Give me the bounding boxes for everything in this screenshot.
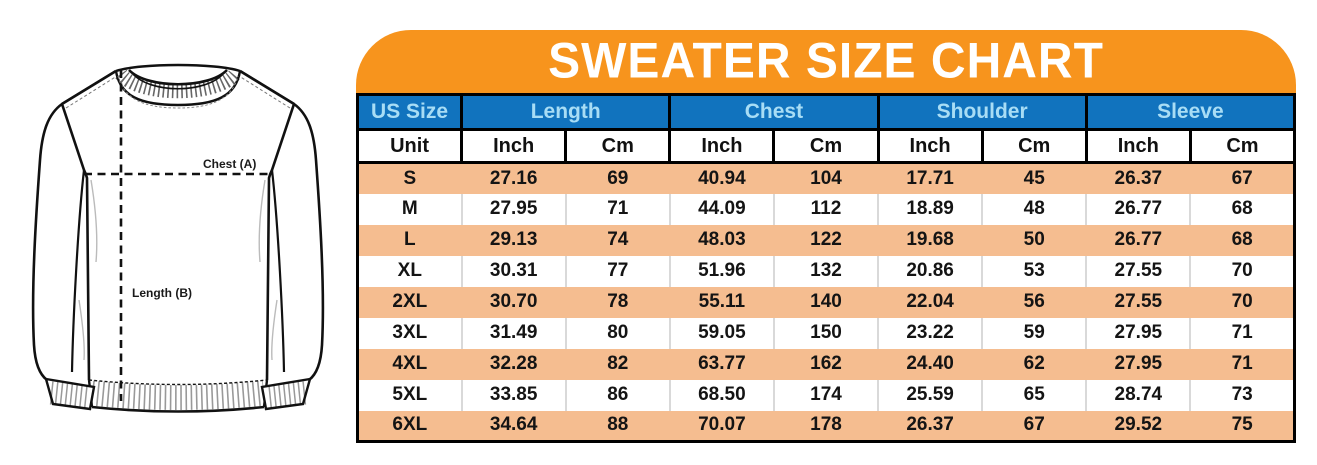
value-cell: 44.09 (670, 194, 774, 225)
unit-cell: Unit (358, 130, 462, 163)
size-cell: 6XL (358, 411, 462, 442)
value-cell: 62 (982, 349, 1086, 380)
unit-cell: Cm (982, 130, 1086, 163)
value-cell: 27.95 (462, 194, 566, 225)
value-cell: 34.64 (462, 411, 566, 442)
size-table-head (358, 95, 1295, 163)
unit-cell: Inch (670, 130, 774, 163)
value-cell: 67 (982, 411, 1086, 442)
unit-header-row (358, 130, 1295, 163)
size-cell: S (358, 163, 462, 194)
value-cell: 70.07 (670, 411, 774, 442)
value-cell: 67 (1190, 163, 1294, 194)
value-cell: 55.11 (670, 287, 774, 318)
table-row-4xl (358, 349, 1295, 380)
value-cell: 18.89 (878, 194, 982, 225)
value-cell: 178 (774, 411, 878, 442)
value-cell: 22.04 (878, 287, 982, 318)
unit-cell: Cm (774, 130, 878, 163)
value-cell: 77 (566, 256, 670, 287)
value-cell: 75 (1190, 411, 1294, 442)
value-cell: 65 (982, 380, 1086, 411)
value-cell: 25.59 (878, 380, 982, 411)
unit-cell: Inch (878, 130, 982, 163)
value-cell: 26.77 (1086, 225, 1190, 256)
column-group-chest: Chest (670, 95, 878, 130)
value-cell: 86 (566, 380, 670, 411)
unit-cell: Cm (566, 130, 670, 163)
table-row-l (358, 225, 1295, 256)
table-row-2xl (358, 287, 1295, 318)
value-cell: 23.22 (878, 318, 982, 349)
value-cell: 27.55 (1086, 256, 1190, 287)
size-table (356, 93, 1296, 443)
value-cell: 73 (1190, 380, 1294, 411)
value-cell: 80 (566, 318, 670, 349)
column-group-shoulder: Shoulder (878, 95, 1086, 130)
value-cell: 20.86 (878, 256, 982, 287)
value-cell: 71 (566, 194, 670, 225)
value-cell: 27.95 (1086, 318, 1190, 349)
value-cell: 19.68 (878, 225, 982, 256)
table-row-m (358, 194, 1295, 225)
value-cell: 112 (774, 194, 878, 225)
value-cell: 27.55 (1086, 287, 1190, 318)
value-cell: 59.05 (670, 318, 774, 349)
column-group-us-size: US Size (358, 95, 462, 130)
value-cell: 29.13 (462, 225, 566, 256)
size-cell: 2XL (358, 287, 462, 318)
column-group-sleeve: Sleeve (1086, 95, 1294, 130)
value-cell: 78 (566, 287, 670, 318)
value-cell: 59 (982, 318, 1086, 349)
length-label: Length (B) (132, 286, 192, 300)
sweater-diagram (0, 0, 356, 465)
value-cell: 31.49 (462, 318, 566, 349)
size-cell: L (358, 225, 462, 256)
value-cell: 162 (774, 349, 878, 380)
value-cell: 63.77 (670, 349, 774, 380)
value-cell: 53 (982, 256, 1086, 287)
table-row-s (358, 163, 1295, 194)
value-cell: 24.40 (878, 349, 982, 380)
value-cell: 74 (566, 225, 670, 256)
value-cell: 174 (774, 380, 878, 411)
table-row-6xl (358, 411, 1295, 442)
value-cell: 122 (774, 225, 878, 256)
size-cell: M (358, 194, 462, 225)
value-cell: 69 (566, 163, 670, 194)
table-row-xl (358, 256, 1295, 287)
table-row-5xl (358, 380, 1295, 411)
size-cell: XL (358, 256, 462, 287)
value-cell: 51.96 (670, 256, 774, 287)
value-cell: 70 (1190, 287, 1294, 318)
value-cell: 30.31 (462, 256, 566, 287)
column-group-length: Length (462, 95, 670, 130)
value-cell: 32.28 (462, 349, 566, 380)
size-cell: 4XL (358, 349, 462, 380)
value-cell: 26.37 (1086, 163, 1190, 194)
value-cell: 150 (774, 318, 878, 349)
value-cell: 29.52 (1086, 411, 1190, 442)
sweater-illustration-svg (0, 0, 356, 465)
value-cell: 17.71 (878, 163, 982, 194)
table-row-3xl (358, 318, 1295, 349)
unit-cell: Cm (1190, 130, 1294, 163)
page-title: SWEATER SIZE CHART (548, 33, 1104, 89)
value-cell: 71 (1190, 318, 1294, 349)
value-cell: 40.94 (670, 163, 774, 194)
value-cell: 132 (774, 256, 878, 287)
value-cell: 68 (1190, 225, 1294, 256)
value-cell: 26.77 (1086, 194, 1190, 225)
size-cell: 5XL (358, 380, 462, 411)
column-group-row (358, 95, 1295, 130)
value-cell: 48 (982, 194, 1086, 225)
size-chart-panel (356, 30, 1296, 443)
value-cell: 33.85 (462, 380, 566, 411)
unit-cell: Inch (462, 130, 566, 163)
value-cell: 45 (982, 163, 1086, 194)
value-cell: 30.70 (462, 287, 566, 318)
size-table-body (358, 163, 1295, 442)
value-cell: 50 (982, 225, 1086, 256)
value-cell: 68 (1190, 194, 1294, 225)
value-cell: 104 (774, 163, 878, 194)
value-cell: 140 (774, 287, 878, 318)
value-cell: 56 (982, 287, 1086, 318)
size-cell: 3XL (358, 318, 462, 349)
value-cell: 26.37 (878, 411, 982, 442)
value-cell: 48.03 (670, 225, 774, 256)
value-cell: 28.74 (1086, 380, 1190, 411)
value-cell: 68.50 (670, 380, 774, 411)
value-cell: 82 (566, 349, 670, 380)
value-cell: 27.16 (462, 163, 566, 194)
value-cell: 71 (1190, 349, 1294, 380)
value-cell: 27.95 (1086, 349, 1190, 380)
title-banner (356, 30, 1296, 93)
value-cell: 70 (1190, 256, 1294, 287)
value-cell: 88 (566, 411, 670, 442)
chest-label: Chest (A) (203, 157, 257, 171)
unit-cell: Inch (1086, 130, 1190, 163)
